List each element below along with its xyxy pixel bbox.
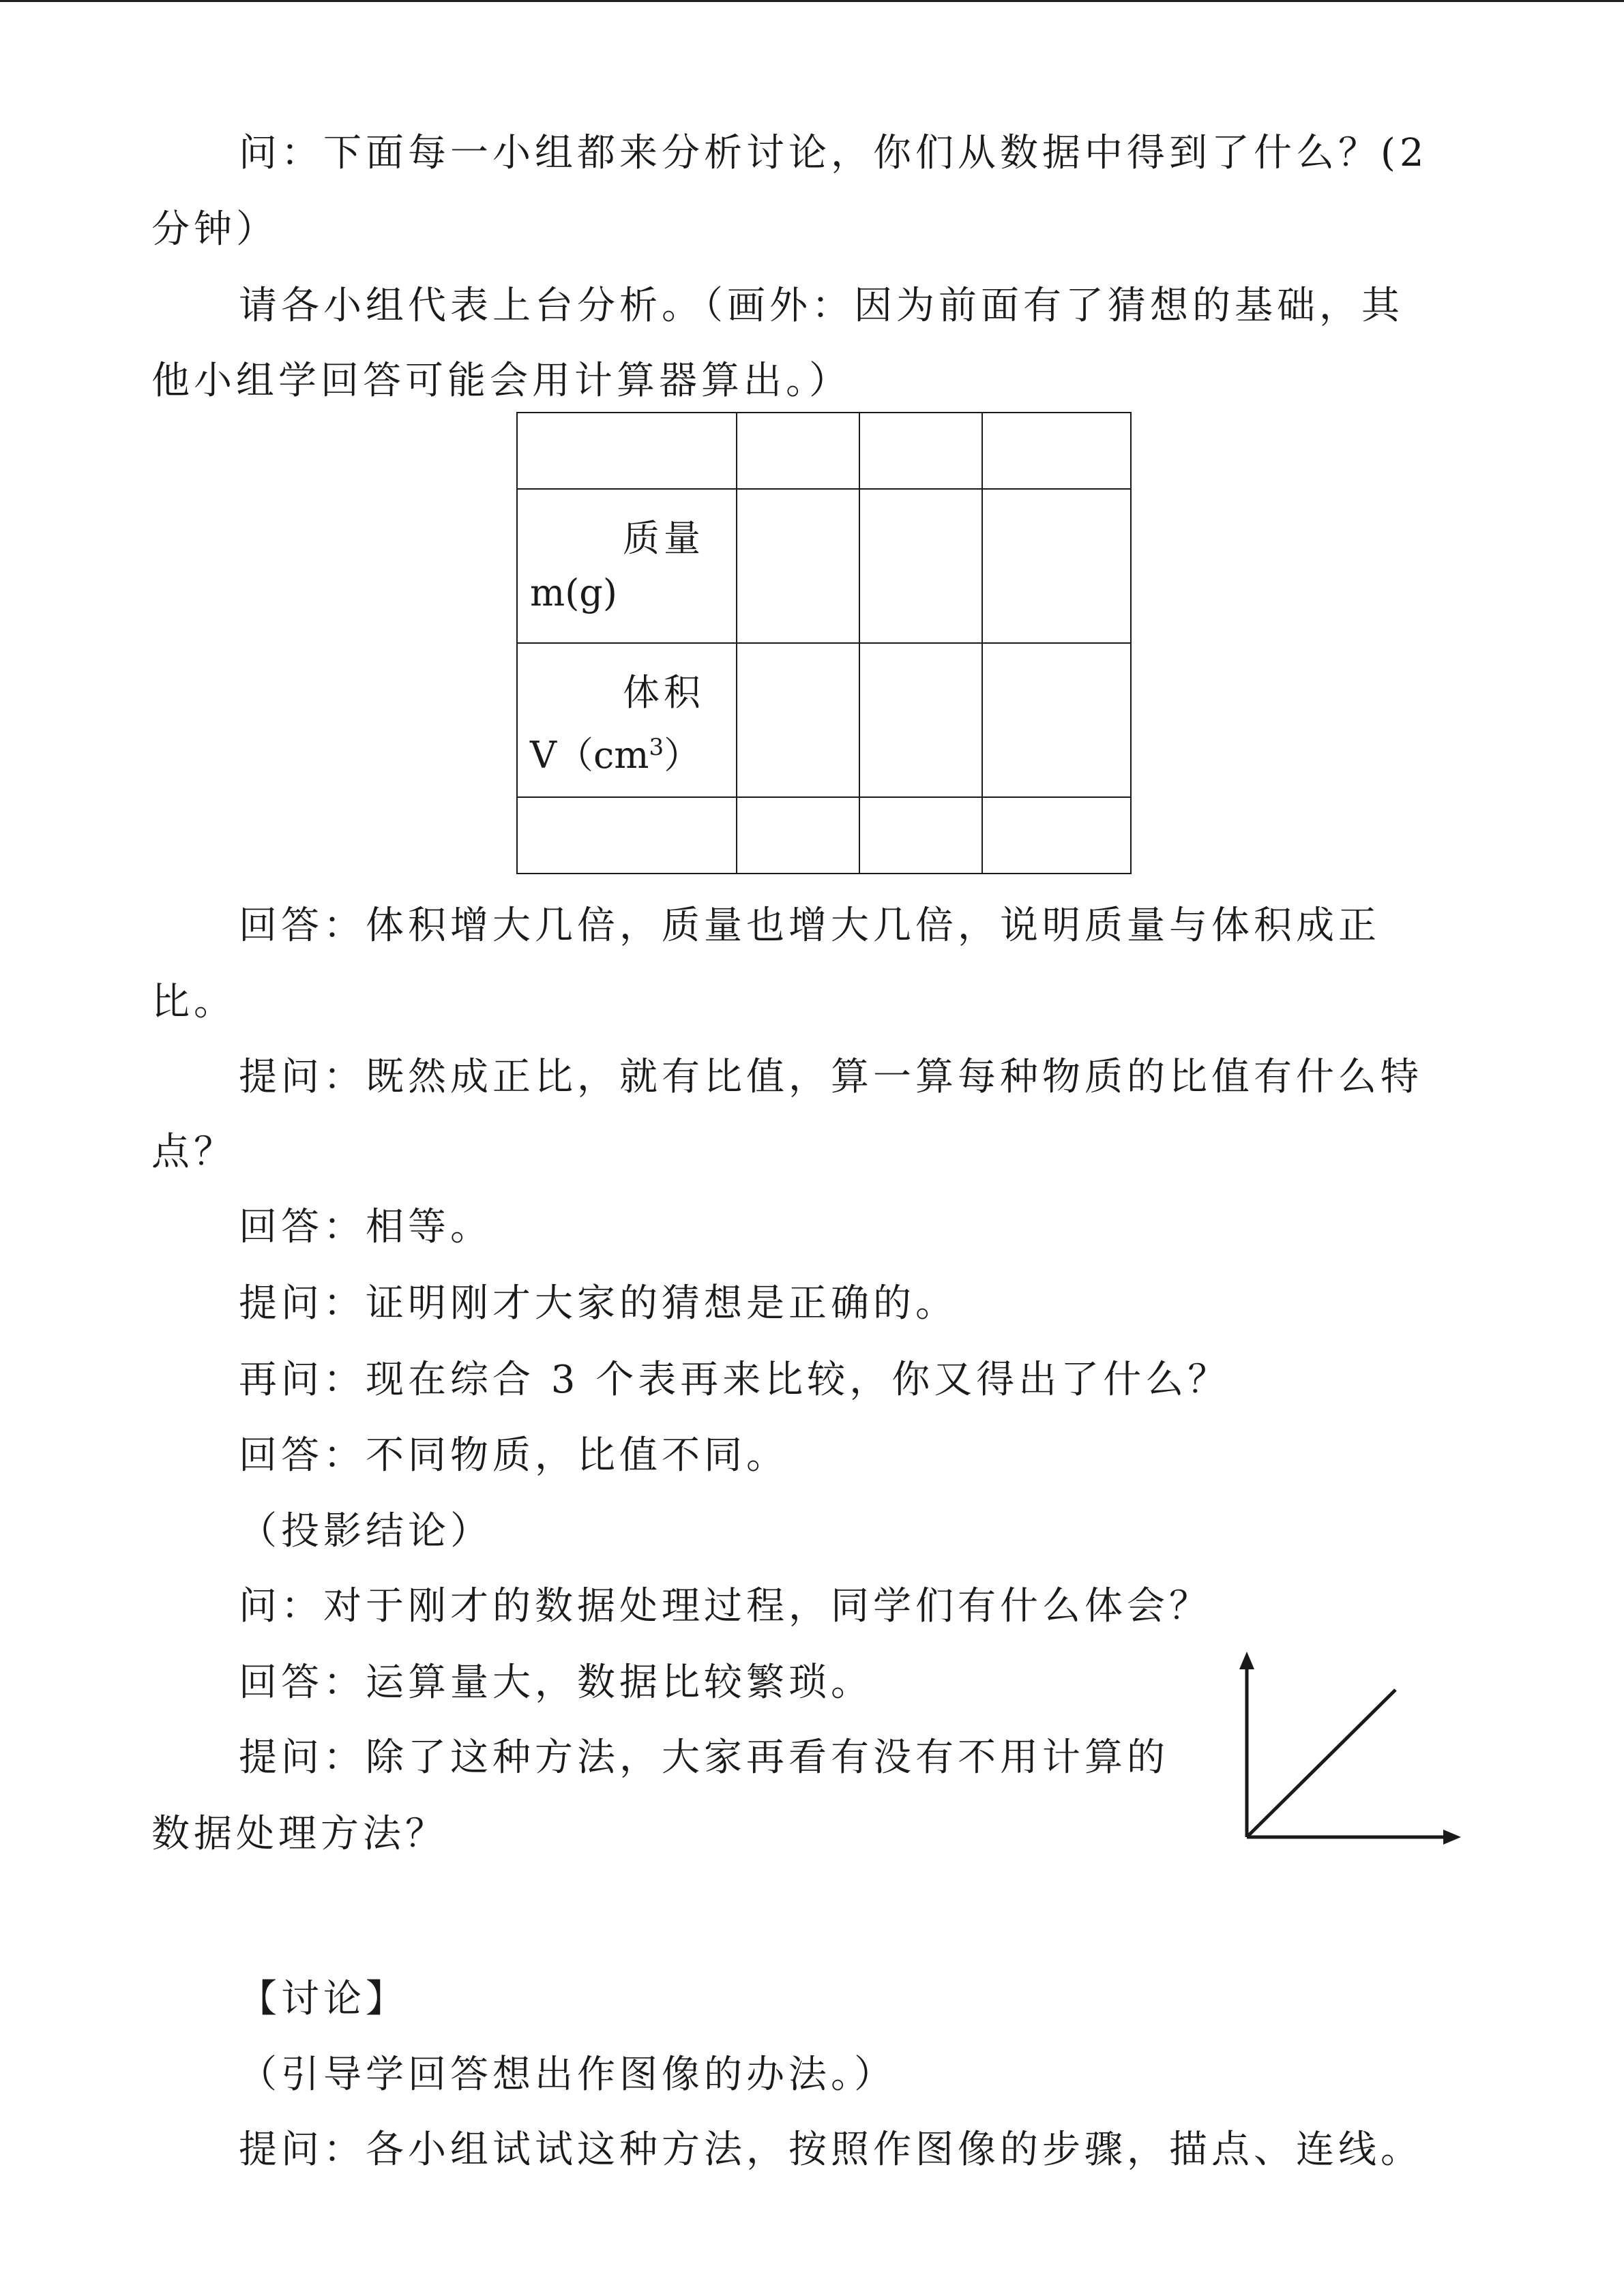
mass-unit: m(g) (530, 571, 617, 614)
question-experience: 问：对于刚才的数据处理过程，同学们有什么体会？ (239, 1584, 1211, 1628)
table-cell (859, 643, 982, 797)
volume-unit-text: V（cm (530, 734, 649, 777)
volume-unit-close: ） (664, 734, 701, 777)
question-ratio-line-2: 点？ (151, 1130, 236, 1174)
table-cell (859, 797, 982, 874)
table-cell (982, 643, 1131, 797)
instruction-paragraph-line-2: 他小组学回答可能会用计算器算出。） (151, 359, 851, 403)
x-axis-arrow (1443, 1830, 1461, 1845)
table-cell (737, 643, 859, 797)
table-cell (737, 489, 859, 643)
table-cell (517, 797, 737, 874)
answer-complex: 回答：运算量大，数据比较繁琐。 (239, 1660, 873, 1705)
answer-equal: 回答：相等。 (239, 1205, 492, 1249)
table-cell (859, 413, 982, 489)
question-graphing: 提问：各小组试试这种方法，按照作图像的步骤，描点、连线。 (239, 2128, 1423, 2172)
question-proof: 提问：证明刚才大家的猜想是正确的。 (239, 1281, 958, 1326)
projection-conclusion: （投影结论） (239, 1509, 492, 1553)
mass-header-cell (517, 489, 737, 643)
question-paragraph-line-2: 分钟） (151, 207, 278, 252)
answer-proportion-line-1: 回答：体积增大几倍，质量也增大几倍，说明质量与体积成正 (239, 904, 1381, 948)
table-cell (982, 489, 1131, 643)
question-ratio-line-1: 提问：既然成正比，就有比值，算一算每种物质的比值有什么特 (239, 1055, 1423, 1099)
page-top-border (0, 0, 1624, 2)
data-table (516, 412, 1132, 874)
table-cell (982, 797, 1131, 874)
answer-proportion-line-2: 比。 (151, 980, 236, 1024)
guidance-note: （引导学回答想出作图像的办法。） (239, 2053, 896, 2097)
question-paragraph-line-1: 问：下面每一小组都来分析讨论，你们从数据中得到了什么？(2 (239, 131, 1428, 175)
table-cell (982, 413, 1131, 489)
table-cell (517, 413, 737, 489)
table-cell (737, 797, 859, 874)
mass-label: 质量 (623, 517, 705, 560)
proportion-graph (1228, 1650, 1473, 1855)
volume-unit-exponent: 3 (649, 734, 664, 761)
discussion-heading: 【讨论】 (239, 1977, 408, 2021)
proportional-line (1247, 1690, 1396, 1837)
table-cell (859, 489, 982, 643)
table-cell (737, 413, 859, 489)
y-axis-arrow (1239, 1652, 1254, 1669)
question-method-line-2: 数据处理方法？ (151, 1812, 447, 1856)
question-method-line-1: 提问：除了这种方法，大家再看有没有不用计算的 (239, 1735, 1169, 1780)
volume-header-cell (517, 643, 737, 797)
instruction-paragraph-line-1: 请各小组代表上台分析。（画外：因为前面有了猜想的基础，其 (239, 284, 1404, 328)
volume-label: 体积 (623, 671, 705, 714)
question-compare: 再问：现在综合 3 个表再来比较，你又得出了什么？ (239, 1358, 1230, 1402)
answer-different: 回答：不同物质，比值不同。 (239, 1433, 788, 1478)
volume-unit (518, 715, 736, 777)
